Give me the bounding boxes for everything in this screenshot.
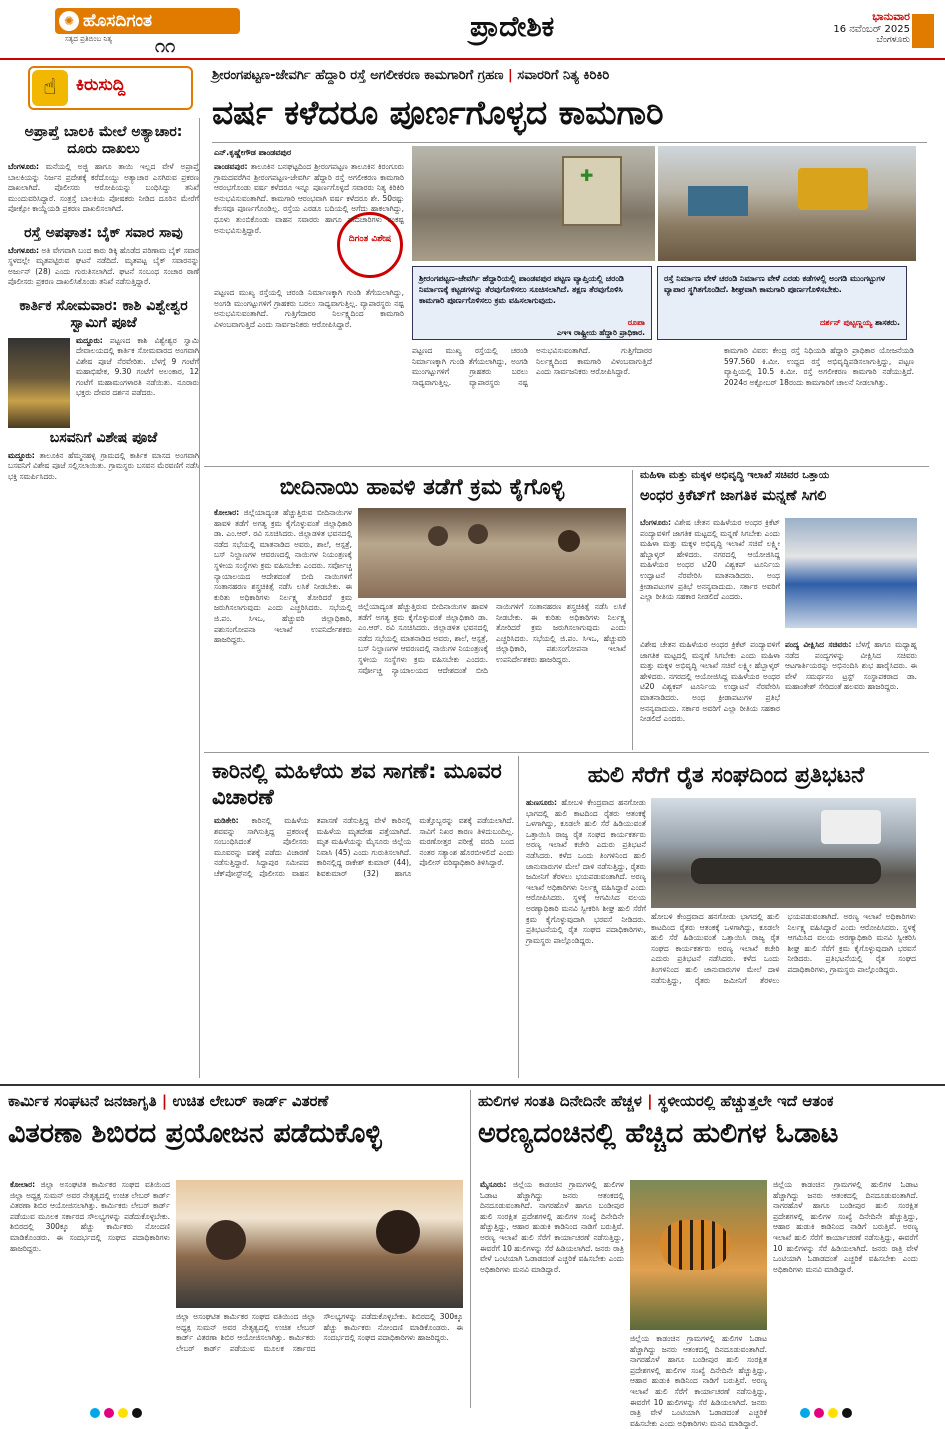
tiger-protest-body: ಹೋಬಳಿ ಕೇಂದ್ರವಾದ ಹನಗೋಡು ಭಾಗದಲ್ಲಿ ಹುಲಿ ಕಾಟದಿಂದ ರೈತರು ಆತಂಕಕ್ಕೆ ಒಳಗಾಗಿದ್ದು, ಕೂಡಲೇ ಹುಲಿ ಸೆರೆ ಹಿಡಿಯುವಂತೆ ಒತ್ತಾಯಿಸಿ ರಾಜ್ಯ ರೈತ ಸಂಘದ ಕಾರ್ಯಕರ್ತರು ಅರಣ್ಯ ಇಲಾಖೆ ಕಚೇರಿ ಎದುರು ಪ್ರತಿಭಟನೆ ನಡೆಸಿದರು. ಕಳೆದ ಒಂದು ತಿಂಗಳಿನಿಂದ ಹುಲಿ ಜಾನುವಾರುಗಳ ಮೇಲೆ ದಾಳಿ ನಡೆಸುತ್ತಿದ್ದು, ರೈತರು ಜಮೀನಿಗೆ ತೆರಳಲು ಭಯಪಡುವಂತಾಗಿದೆ. ಅರಣ್ಯ ಇಲಾಖೆ ಅಧಿಕಾರಿಗಳು ನಿರ್ಲಕ್ಷ್ಯ ವಹಿಸಿದ್ದಾರೆ ಎಂದು ಆರೋಪಿಸಿದರು. ಸ್ಥಳಕ್ಕೆ ಆಗಮಿಸಿದ ವಲಯ ಅರಣ್ಯಾಧಿಕಾರಿ ಮನವಿ ಸ್ವೀಕರಿಸಿ ಶೀಘ್ರ ಹುಲಿ ಸೆರೆಗೆ ಕ್ರಮ ಕೈಗೊಳ್ಳುವುದಾಗಿ ಭರವಸೆ ನೀಡಿದರು. ಪ್ರತಿಭಟನೆಯಲ್ಲಿ ರೈತ ಸಂಘದ ಪದಾಧಿಕಾರಿಗಳು, ಗ್ರಾಮಸ್ಥರು ಪಾಲ್ಗೊಂಡಿದ್ದರು. [526,798,646,945]
tiger-protest-dateline: ಹುಣಸೂರು: [526,798,558,807]
cricket-body-col1 [640,518,780,636]
magenta-mark [104,1408,114,1418]
magenta-mark [814,1408,824,1418]
temple-photo [8,338,70,428]
logo-text: ಹೊಸದಿಗಂತ [83,11,153,31]
lead-body-col3 [724,346,914,458]
issue-city: ಬೆಂಗಳೂರು [876,35,910,45]
protest-photo [651,798,916,908]
tigers-body-col2 [630,1334,767,1428]
labour-kicker-left: ಕಾರ್ಮಿಕ ಸಂಘಟನೆ ಜನಜಾಗೃತಿ [8,1092,157,1110]
page-number: ೧೧ [155,36,176,57]
stray-dog-body: ಜಿಲ್ಲೆಯಾದ್ಯಂತ ಹೆಚ್ಚುತ್ತಿರುವ ಬೀದಿನಾಯಿಗಳ ಹಾವಳಿ ತಡೆಗೆ ಅಗತ್ಯ ಕ್ರಮ ಕೈಗೊಳ್ಳುವಂತೆ ಜಿಲ್ಲಾಧಿಕಾರಿ ಡಾ. ಎಂ.ಆರ್. ರವಿ ಸೂಚಿಸಿದರು. ಜಿಲ್ಲಾಡಳಿತ ಭವನದಲ್ಲಿ ನಡೆದ ಸಭೆಯಲ್ಲಿ ಮಾತನಾಡಿದ ಅವರು, ಶಾಲೆ, ಆಸ್ಪತ್ರೆ, ಬಸ್ ನಿಲ್ದಾಣಗಳ ಆವರಣದಲ್ಲಿ ನಾಯಿಗಳ ನಿಯಂತ್ರಣಕ್ಕೆ ಸ್ಥಳೀಯ ಸಂಸ್ಥೆಗಳು ಕ್ರಮ ವಹಿಸಬೇಕು ಎಂದರು. ಸರ್ವೋಚ್ಚ ನ್ಯಾಯಾಲಯದ ಆದೇಶದಂತೆ ಬೀದಿ ನಾಯಿಗಳಿಗೆ ಸಂತಾನಹರಣ ಶಸ್ತ್ರಚಿಕಿತ್ಸೆ ನಡೆಸಿ ಲಸಿಕೆ ನೀಡಬೇಕು. ಈ ಕುರಿತು ಅಧಿಕಾರಿಗಳು ನಿರ್ಲಕ್ಷ್ಯ ತೋರಿದರೆ ಕ್ರಮ ಜರುಗಿಸಲಾಗುವುದು ಎಂದು ಎಚ್ಚರಿಸಿದರು. ಸಭೆಯಲ್ಲಿ ಜಿ.ಪಂ. ಸಿಇಒ, ಹೆಚ್ಚುವರಿ ಜಿಲ್ಲಾಧಿಕಾರಿ, ಪಶುಸಂಗೋಪನಾ ಇಲಾಖೆ ಉಪನಿರ್ದೇಶಕರು ಹಾಜರಿದ್ದರು. [214,508,352,645]
dateline-block [810,10,910,45]
divider [0,1084,945,1086]
brief-headline: ರಸ್ತೆ ಅಪಘಾತ: ಬೈಕ್ ಸವಾರ ಸಾವು [24,224,183,241]
divider [212,142,927,143]
labour-kicker: ಕಾರ್ಮಿಕ ಸಂಘಟನೆ ಜನಜಾಗೃತಿ | ಉಚಿತ ಲೇಬರ್ ಕಾರ್ಡ್ ವಿತರಣೆ [8,1092,329,1110]
brief-body: ಮನೆಯಲ್ಲಿ ಅಜ್ಜಿ ಹಾಗೂ ತಾಯಿ ಇಲ್ಲದ ವೇಳೆ ಅಪ್ರಾಪ್ತೆ ಬಾಲಕಿಯನ್ನು ನಿರ್ಜನ ಪ್ರದೇಶಕ್ಕೆ ಕರೆದೊಯ್ದು ಅತ್ಯಾಚಾರ ಎಸಗಿರುವ ಪ್ರಕರಣ ದಾಖಲಾಗಿದೆ. ಪೊಲೀಸರು ಆರೋಪಿಯನ್ನು ಬಂಧಿಸಿದ್ದು ತನಿಖೆ ಮುಂದುವರಿಸಿದ್ದಾರೆ. ಸಂತ್ರಸ್ತೆ ಬಾಲಕಿಯ ಪೋಷಕರು ನೀಡಿದ ದೂರಿನ ಮೇರೆಗೆ ಪೋಕ್ಸೋ ಕಾಯ್ದೆಯಡಿ ಪ್ರಕರಣ ದಾಖಲಿಸಲಾಗಿದೆ. [8,162,199,213]
lead-byline: ಎನ್.ಕೃಷ್ಣೇಗೌಡ ಪಾಂಡವಪುರ [214,148,292,157]
cricket-kicker: ಮಹಿಳಾ ಮತ್ತು ಮಕ್ಕಳ ಅಭಿವೃದ್ಧಿ ಇಲಾಖೆ ಸಚಿವರ ಒತ್ತಾಯ [640,470,830,481]
cricket-dateline: ಬೆಂಗಳೂರು: [640,518,672,527]
tigers-kicker-right: ಸ್ಥಳೀಯರಲ್ಲಿ ಹೆಚ್ಚುತ್ತಲೇ ಇದೆ ಆತಂಕ [657,1092,834,1110]
stray-dog-body-col1 [214,508,352,748]
stray-dog-headline: ಬೀದಿನಾಯಿ ಹಾವಳಿ ತಡೆಗೆ ಕ್ರಮ ಕೈಗೊಳ್ಳಿ [279,475,565,500]
quote-text: ಶ್ರೀರಂಗಪಟ್ಟಣ-ಜೇವರ್ಗಿ ಹೆದ್ದಾರಿಯಲ್ಲಿ ಪಾಂಡವಪುರ ಪಟ್ಟಣ ವ್ಯಾಪ್ತಿಯಲ್ಲಿ ಚರಂಡಿ ನಿರ್ಮಾಣಕ್ಕೆ ಕಟ್ಟಡಗಳನ್ನು ತೆರವುಗೊಳಿಸಲು ಸೂಚಿಸಲಾಗಿದೆ. ತಕ್ಷಣ ತೆರವುಗೊಳಿಸಿ ಕಾಮಗಾರಿ ಪೂರ್ಣಗೊಳಿಸಲು ಕ್ರಮ ವಹಿಸಲಾಗುವುದು. [419,274,624,305]
badge-text: ದಿಗಂತ ವಿಶೇಷ [348,234,392,244]
stray-dog-body-cont: ಜಿಲ್ಲೆಯಾದ್ಯಂತ ಹೆಚ್ಚುತ್ತಿರುವ ಬೀದಿನಾಯಿಗಳ ಹಾವಳಿ ತಡೆಗೆ ಅಗತ್ಯ ಕ್ರಮ ಕೈಗೊಳ್ಳುವಂತೆ ಜಿಲ್ಲಾಧಿಕಾರಿ ಡಾ. ಎಂ.ಆರ್. ರವಿ ಸೂಚಿಸಿದರು. ಜಿಲ್ಲಾಡಳಿತ ಭವನದಲ್ಲಿ ನಡೆದ ಸಭೆಯಲ್ಲಿ ಮಾತನಾಡಿದ ಅವರು, ಶಾಲೆ, ಆಸ್ಪತ್ರೆ, ಬಸ್ ನಿಲ್ದಾಣಗಳ ಆವರಣದಲ್ಲಿ ನಾಯಿಗಳ ನಿಯಂತ್ರಣಕ್ಕೆ ಸ್ಥಳೀಯ ಸಂಸ್ಥೆಗಳು ಕ್ರಮ ವಹಿಸಬೇಕು ಎಂದರು. ಸರ್ವೋಚ್ಚ ನ್ಯಾಯಾಲಯದ ಆದೇಶದಂತೆ ಬೀದಿ ನಾಯಿಗಳಿಗೆ ಸಂತಾನಹರಣ ಶಸ್ತ್ರಚಿಕಿತ್ಸೆ ನಡೆಸಿ ಲಸಿಕೆ ನೀಡಬೇಕು. ಈ ಕುರಿತು ಅಧಿಕಾರಿಗಳು ನಿರ್ಲಕ್ಷ್ಯ ತೋರಿದರೆ ಕ್ರಮ ಜರುಗಿಸಲಾಗುವುದು ಎಂದು ಎಚ್ಚರಿಸಿದರು. ಸಭೆಯಲ್ಲಿ ಜಿ.ಪಂ. ಸಿಇಒ, ಹೆಚ್ಚುವರಿ ಜಿಲ್ಲಾಧಿಕಾರಿ, ಪಶುಸಂಗೋಪನಾ ಇಲಾಖೆ ಉಪನಿರ್ದೇಶಕರು ಹಾಜರಿದ್ದರು. [358,602,626,675]
cricket-body: ವಿಶೇಷ ಚೇತನ ಮಹಿಳೆಯರ ಅಂಧರ ಕ್ರಿಕೆಟ್ ಪಂದ್ಯಾವಳಿಗೆ ಜಾಗತಿಕ ಮಟ್ಟದಲ್ಲಿ ಮನ್ನಣೆ ಸಿಗಬೇಕು ಎಂದು ಮಹಿಳಾ ಮತ್ತು ಮಕ್ಕಳ ಅಭಿವೃದ್ಧಿ ಇಲಾಖೆ ಸಚಿವೆ ಲಕ್ಷ್ಮೀ ಹೆಬ್ಬಾಳ್ಕರ್ ಹೇಳಿದರು. ನಗರದಲ್ಲಿ ಆಯೋಜಿಸಿದ್ದ ಮಹಿಳೆಯರ ಅಂಧರ ಟಿ20 ವಿಶ್ವಕಪ್ ಟೂರ್ನಿಯ ಉದ್ಘಾಟನೆ ನೆರವೇರಿಸಿ ಮಾತನಾಡಿದರು. ಅಂಧ ಕ್ರೀಡಾಪಟುಗಳ ಪ್ರತಿಭೆ ಅನನ್ಯವಾದುದು. ಸರ್ಕಾರ ಅವರಿಗೆ ಎಲ್ಲಾ ರೀತಿಯ ಸಹಕಾರ ನೀಡಲಿದೆ ಎಂದರು. [640,518,780,602]
cricket-headline: ಅಂಧರ ಕ್ರಿಕೆಟ್‌ಗೆ ಜಾಗತಿಕ ಮನ್ನಣೆ ಸಿಗಲಿ [640,488,827,504]
divider [518,756,519,1078]
road-work-photo: ✚ [412,146,655,261]
logo-tagline: ಸತ್ಯದ ಪ್ರತಿಬಿಂಬ ನಿತ್ಯ [65,35,112,43]
labour-headline: ವಿತರಣಾ ಶಿಬಿರದ ಪ್ರಯೋಜನ ಪಡೆದುಕೊಳ್ಳಿ [8,1118,382,1149]
labour-body: ಜಿಲ್ಲಾ ಅಸಂಘಟಿತ ಕಾರ್ಮಿಕರ ಸಂಘದ ವತಿಯಿಂದ ಜಿಲ್ಲಾ ಅಧ್ಯಕ್ಷ ಸುಮನ್ ಅವರ ನೇತೃತ್ವದಲ್ಲಿ ಉಚಿತ ಲೇಬರ್ ಕಾರ್ಡ್ ವಿತರಣಾ ಶಿಬಿರ ಆಯೋಜಿಸಲಾಗಿತ್ತು. ಕಾರ್ಮಿಕರು ಲೇಬರ್ ಕಾರ್ಡ್ ಪಡೆಯುವ ಮೂಲಕ ಸರ್ಕಾರದ ಸೌಲಭ್ಯಗಳನ್ನು ಪಡೆದುಕೊಳ್ಳಬೇಕು. ಶಿಬಿರದಲ್ಲಿ 300ಕ್ಕೂ ಹೆಚ್ಚು ಕಾರ್ಮಿಕರು ನೋಂದಣಿ ಮಾಡಿಕೊಂಡರು. ಈ ಸಂದರ್ಭದಲ್ಲಿ ಸಂಘದ ಪದಾಧಿಕಾರಿಗಳು ಹಾಜರಿದ್ದರು. [10,1180,170,1253]
meeting-photo [358,508,626,598]
cricket-team-photo [785,518,917,628]
brief-body: ಅತಿ ವೇಗವಾಗಿ ಬಂದ ಕಾರು ಡಿಕ್ಕಿ ಹೊಡೆದ ಪರಿಣಾಮ ಬೈಕ್ ಸವಾರ ಸ್ಥಳದಲ್ಲೇ ಮೃತಪಟ್ಟಿರುವ ಘಟನೆ ನಡೆದಿದೆ. ಮೃತಪಟ್ಟ ಬೈಕ್ ಸವಾರನನ್ನು ಅರ್ಜುನ್ (28) ಎಂದು ಗುರುತಿಸಲಾಗಿದೆ. ಘಟನೆ ಸಂಬಂಧ ಸಂಚಾರ ಠಾಣೆ ಪೊಲೀಸರು ಪ್ರಕರಣ ದಾಖಲಿಸಿಕೊಂಡು ತನಿಖೆ ನಡೆಸುತ್ತಿದ್ದಾರೆ. [8,245,199,286]
yellow-mark [828,1408,838,1418]
lead-kicker-left: ಶ್ರೀರಂಗಪಟ್ಟಣ-ಜೇವರ್ಗಿ ಹೆದ್ದಾರಿ ರಸ್ತೆ ಅಗಲೀಕರಣ ಕಾಮಗಾರಿಗೆ ಗ್ರಹಣ [212,68,504,83]
divider [470,1090,471,1408]
lead-body-2-cont: ಪಟ್ಟಣದ ಮುಖ್ಯ ರಸ್ತೆಯಲ್ಲಿ ಚರಂಡಿ ನಿರ್ಮಾಣಕ್ಕಾಗಿ ಗುಂಡಿ ತೆಗೆಯಲಾಗಿದ್ದು, ಅಂಗಡಿ ಮುಂಗಟ್ಟುಗಳಿಗೆ ಗ್ರಾಹಕರು ಬರಲು ಸಾಧ್ಯವಾಗುತ್ತಿಲ್ಲ. ವ್ಯಾಪಾರಸ್ಥರು ನಷ್ಟ ಅನುಭವಿಸುವಂತಾಗಿದೆ. ಗುತ್ತಿಗೆದಾರರ ನಿರ್ಲಕ್ಷ್ಯದಿಂದ ಕಾಮಗಾರಿ ವಿಳಂಬವಾಗುತ್ತಿದೆ ಎಂದು ಸಾರ್ವಜನಿಕರು ಆರೋಪಿಸಿದ್ದಾರೆ. [412,346,652,387]
tigers-headline: ಅರಣ್ಯದಂಚಿನಲ್ಲಿ ಹೆಚ್ಚಿದ ಹುಲಿಗಳ ಓಡಾಟ [478,1118,839,1149]
edge-marker [912,14,934,48]
lead-kicker-right: ಸವಾರರಿಗೆ ನಿತ್ಯ ಕಿರಿಕಿರಿ [517,68,610,83]
quote-author: ದರ್ಶನ್ ಪುಟ್ಟಣ್ಣಯ್ಯ [820,318,873,327]
newspaper-logo [55,8,240,57]
woman-body-headline: ಕಾರಿನಲ್ಲಿ ಮಹಿಳೆಯ ಶವ ಸಾಗಣೆ: ಮೂವರ ವಿಚಾರಣೆ [212,759,502,809]
labour-kicker-right: ಉಚಿತ ಲೇಬರ್ ಕಾರ್ಡ್ ವಿತರಣೆ [172,1092,329,1110]
brief-dateline: ಮದ್ದೂರು: [76,335,103,345]
brief-headline: ಕಾರ್ತಿಕ ಸೋಮವಾರ: ಕಾಶಿ ವಿಶ್ವೇಶ್ವರ ಸ್ವಾಮಿಗೆ ಪೂಜೆ [19,297,188,331]
woman-body-text [214,816,514,1078]
cricket-caption-title: ಪಂದ್ಯ ವೀಕ್ಷಿಸಿದ ಸಚಿವರು: [785,640,852,649]
gutter [657,346,719,458]
tigers-body-col3 [773,1180,918,1408]
tiger-protest-body-col2 [651,912,916,1078]
lamp-icon: ✺ [59,11,79,31]
quote-box-right [657,266,907,340]
labour-dateline: ಕೋಲಾರ: [10,1180,36,1189]
tigers-body-col1 [480,1180,624,1408]
tiger-protest-body-col1 [526,798,646,1078]
cricket-body-cont: ವಿಶೇಷ ಚೇತನ ಮಹಿಳೆಯರ ಅಂಧರ ಕ್ರಿಕೆಟ್ ಪಂದ್ಯಾವಳಿಗೆ ಜಾಗತಿಕ ಮಟ್ಟದಲ್ಲಿ ಮನ್ನಣೆ ಸಿಗಬೇಕು ಎಂದು ಮಹಿಳಾ ಮತ್ತು ಮಕ್ಕಳ ಅಭಿವೃದ್ಧಿ ಇಲಾಖೆ ಸಚಿವೆ ಲಕ್ಷ್ಮೀ ಹೆಬ್ಬಾಳ್ಕರ್ ಹೇಳಿದರು. ನಗರದಲ್ಲಿ ಆಯೋಜಿಸಿದ್ದ ಮಹಿಳೆಯರ ಅಂಧರ ಟಿ20 ವಿಶ್ವಕಪ್ ಟೂರ್ನಿಯ ಉದ್ಘಾಟನೆ ನೆರವೇರಿಸಿ ಮಾತನಾಡಿದರು. ಅಂಧ ಕ್ರೀಡಾಪಟುಗಳ ಪ್ರತಿಭೆ ಅನನ್ಯವಾದುದು. ಸರ್ಕಾರ ಅವರಿಗೆ ಎಲ್ಲಾ ರೀತಿಯ ಸಹಕಾರ ನೀಡಲಿದೆ ಎಂದರು. [640,640,780,724]
cricket-body-col2 [640,640,780,748]
divider [204,466,929,467]
lead-body-col1b [214,288,404,458]
tiger-protest-body-cont: ಹೋಬಳಿ ಕೇಂದ್ರವಾದ ಹನಗೋಡು ಭಾಗದಲ್ಲಿ ಹುಲಿ ಕಾಟದಿಂದ ರೈತರು ಆತಂಕಕ್ಕೆ ಒಳಗಾಗಿದ್ದು, ಕೂಡಲೇ ಹುಲಿ ಸೆರೆ ಹಿಡಿಯುವಂತೆ ಒತ್ತಾಯಿಸಿ ರಾಜ್ಯ ರೈತ ಸಂಘದ ಕಾರ್ಯಕರ್ತರು ಅರಣ್ಯ ಇಲಾಖೆ ಕಚೇರಿ ಎದುರು ಪ್ರತಿಭಟನೆ ನಡೆಸಿದರು. ಕಳೆದ ಒಂದು ತಿಂಗಳಿನಿಂದ ಹುಲಿ ಜಾನುವಾರುಗಳ ಮೇಲೆ ದಾಳಿ ನಡೆಸುತ್ತಿದ್ದು, ರೈತರು ಜಮೀನಿಗೆ ತೆರಳಲು ಭಯಪಡುವಂತಾಗಿದೆ. ಅರಣ್ಯ ಇಲಾಖೆ ಅಧಿಕಾರಿಗಳು ನಿರ್ಲಕ್ಷ್ಯ ವಹಿಸಿದ್ದಾರೆ ಎಂದು ಆರೋಪಿಸಿದರು. ಸ್ಥಳಕ್ಕೆ ಆಗಮಿಸಿದ ವಲಯ ಅರಣ್ಯಾಧಿಕಾರಿ ಮನವಿ ಸ್ವೀಕರಿಸಿ ಶೀಘ್ರ ಹುಲಿ ಸೆರೆಗೆ ಕ್ರಮ ಕೈಗೊಳ್ಳುವುದಾಗಿ ಭರವಸೆ ನೀಡಿದರು. ಪ್ರತಿಭಟನೆಯಲ್ಲಿ ರೈತ ಸಂಘದ ಪದಾಧಿಕಾರಿಗಳು, ಗ್ರಾಮಸ್ಥರು ಪಾಲ್ಗೊಂಡಿದ್ದರು. [651,912,916,985]
labour-body-col2 [176,1312,463,1408]
tigers-body: ಜಿಲ್ಲೆಯ ಕಾಡಂಚಿನ ಗ್ರಾಮಗಳಲ್ಲಿ ಹುಲಿಗಳ ಓಡಾಟ ಹೆಚ್ಚಾಗಿದ್ದು ಜನರು ಆತಂಕದಲ್ಲಿ ದಿನದೂಡುವಂತಾಗಿದೆ. ನಾಗರಹೊಳೆ ಹಾಗೂ ಬಂಡೀಪುರ ಹುಲಿ ಸಂರಕ್ಷಿತ ಪ್ರದೇಶಗಳಲ್ಲಿ ಹುಲಿಗಳ ಸಂಖ್ಯೆ ದಿನೇದಿನೇ ಹೆಚ್ಚುತ್ತಿದ್ದು, ಆಹಾರ ಹುಡುಕಿ ಕಾಡಿನಿಂದ ನಾಡಿಗೆ ಬರುತ್ತಿವೆ. ಅರಣ್ಯ ಇಲಾಖೆ ಹುಲಿ ಸೆರೆಗೆ ಕಾರ್ಯಾಚರಣೆ ನಡೆಸುತ್ತಿದ್ದು, ಈವರೆಗೆ 10 ಹುಲಿಗಳನ್ನು ಸೆರೆ ಹಿಡಿಯಲಾಗಿದೆ. ಜನರು ರಾತ್ರಿ ವೇಳೆ ಒಂಟಿಯಾಗಿ ಓಡಾಡದಂತೆ ಎಚ್ಚರಿಕೆ ವಹಿಸಬೇಕು ಎಂದು ಅಧಿಕಾರಿಗಳು ಮನವಿ ಮಾಡಿದ್ದಾರೆ. [480,1180,624,1274]
lead-body-col2 [412,346,652,458]
quote-text: ರಸ್ತೆ ನಿರ್ಮಾಣ ವೇಳೆ ಚರಂಡಿ ನಿರ್ಮಾಣ ವೇಳೆ ಎರಡು ಕಡೆಗಳಲ್ಲಿ ಅಂಗಡಿ ಮುಂಗಟ್ಟುಗಳ ವ್ಯಾಪಾರ ಸ್ಥಗಿತಗೊಂಡಿದೆ. ಶೀಘ್ರವಾಗಿ ಕಾಮಗಾರಿ ಪೂರ್ಣಗೊಳಿಸಬೇಕು. [664,274,886,294]
yellow-mark [118,1408,128,1418]
tiger-photo [630,1180,767,1330]
kirusuddi-badge [28,66,193,110]
quote-author: ರೂಪಾ [627,318,645,327]
issue-date: 16 ನವೆಂಬರ್ 2025 [833,24,910,35]
labour-body-col1 [10,1180,170,1408]
stray-dog-dateline: ಕೋಲಾರ: [214,508,240,517]
lead-headline: ವರ್ಷ ಕಳೆದರೂ ಪೂರ್ಣಗೊಳ್ಳದ ಕಾಮಗಾರಿ [212,93,664,132]
lead-kicker: ಶ್ರೀರಂಗಪಟ್ಟಣ-ಜೇವರ್ಗಿ ಹೆದ್ದಾರಿ ರಸ್ತೆ ಅಗಲೀಕರಣ ಕಾಮಗಾರಿಗೆ ಗ್ರಹಣ | ಸವಾರರಿಗೆ ನಿತ್ಯ ಕಿರಿಕಿರಿ [212,68,610,83]
cricket-caption [785,640,917,748]
kirusuddi-label: ಕಿರುಸುದ್ದಿ [76,75,126,95]
lead-dateline: ಪಾಂಡವಪುರ: [214,162,248,171]
cyan-mark [800,1408,810,1418]
brief-column [8,118,200,1078]
quote-role: ಶಾಸಕರು. [875,318,900,327]
brief-dateline: ಬೆಂಗಳೂರು: [8,162,40,171]
lead-body-2: ಪಟ್ಟಣದ ಮುಖ್ಯ ರಸ್ತೆಯಲ್ಲಿ ಚರಂಡಿ ನಿರ್ಮಾಣಕ್ಕಾಗಿ ಗುಂಡಿ ತೆಗೆಯಲಾಗಿದ್ದು, ಅಂಗಡಿ ಮುಂಗಟ್ಟುಗಳಿಗೆ ಗ್ರಾಹಕರು ಬರಲು ಸಾಧ್ಯವಾಗುತ್ತಿಲ್ಲ. ವ್ಯಾಪಾರಸ್ಥರು ನಷ್ಟ ಅನುಭವಿಸುವಂತಾಗಿದೆ. ಗುತ್ತಿಗೆದಾರರ ನಿರ್ಲಕ್ಷ್ಯದಿಂದ ಕಾಮಗಾರಿ ವಿಳಂಬವಾಗುತ್ತಿದೆ ಎಂದು ಸಾರ್ವಜನಿಕರು ಆರೋಪಿಸಿದ್ದಾರೆ. [214,288,404,329]
brief-body: ಪಟ್ಟಣದ ಕಾಶಿ ವಿಶ್ವೇಶ್ವರ ಸ್ವಾಮಿ ದೇವಾಲಯದಲ್ಲಿ ಕಾರ್ತಿಕ ಸೋಮವಾರದ ಅಂಗವಾಗಿ ವಿಶೇಷ ಪೂಜೆ ನೆರವೇರಿತು. ಬೆಳಗ್ಗೆ 9 ಗಂಟೆಗೆ ಮಹಾಭಿಷೇಕ, 9.30 ಗಂಟೆಗೆ ಅಲಂಕಾರ, 12 ಗಂಟೆಗೆ ಮಹಾಮಂಗಳಾರತಿ ನಡೆಯಿತು. ನೂರಾರು ಭಕ್ತರು ದೇವರ ದರ್ಶನ ಪಡೆದರು. [76,335,199,397]
cricket-caption-body: ಬೆಳಗ್ಗೆ ಹಾಗೂ ಮಧ್ಯಾಹ್ನ ನಡೆದ ಪಂದ್ಯಗಳನ್ನು ವೀಕ್ಷಿಸಿದ ಸಚಿವರು ಆಟಗಾರ್ತಿಯರನ್ನು ಅಭಿನಂದಿಸಿ ಶುಭ ಹಾರೈಸಿದರು. ಈ ವೇಳೆ ಸಮರ್ಥನಂ ಟ್ರಸ್ಟ್ ಸಂಸ್ಥಾಪಕರಾದ ಡಾ. ಮಹಾಂತೇಶ್ ಸೇರಿದಂತೆ ಹಲವರು ಹಾಜರಿದ್ದರು. [785,640,918,692]
excavator-photo [658,146,916,261]
brief-dateline: ಬೆಂಗಳೂರು: [8,245,40,255]
brief-headline: ಬಸವನಿಗೆ ವಿಶೇಷ ಪೂಜೆ [49,429,158,446]
stray-dog-body-col2 [358,602,626,748]
pointing-hand-icon: ☝ [32,70,68,106]
brief-item [8,124,199,215]
issue-day: ಭಾನುವಾರ [872,10,910,23]
brief-item [8,298,199,399]
tiger-protest-headline: ಹುಲಿ ಸೆರೆಗೆ ರೈತ ಸಂಘದಿಂದ ಪ್ರತಿಭಟನೆ [587,763,865,788]
brief-item [8,430,199,483]
tigers-body-cont2: ಜಿಲ್ಲೆಯ ಕಾಡಂಚಿನ ಗ್ರಾಮಗಳಲ್ಲಿ ಹುಲಿಗಳ ಓಡಾಟ ಹೆಚ್ಚಾಗಿದ್ದು ಜನರು ಆತಂಕದಲ್ಲಿ ದಿನದೂಡುವಂತಾಗಿದೆ. ನಾಗರಹೊಳೆ ಹಾಗೂ ಬಂಡೀಪುರ ಹುಲಿ ಸಂರಕ್ಷಿತ ಪ್ರದೇಶಗಳಲ್ಲಿ ಹುಲಿಗಳ ಸಂಖ್ಯೆ ದಿನೇದಿನೇ ಹೆಚ್ಚುತ್ತಿದ್ದು, ಆಹಾರ ಹುಡುಕಿ ಕಾಡಿನಿಂದ ನಾಡಿಗೆ ಬರುತ್ತಿವೆ. ಅರಣ್ಯ ಇಲಾಖೆ ಹುಲಿ ಸೆರೆಗೆ ಕಾರ್ಯಾಚರಣೆ ನಡೆಸುತ್ತಿದ್ದು, ಈವರೆಗೆ 10 ಹುಲಿಗಳನ್ನು ಸೆರೆ ಹಿಡಿಯಲಾಗಿದೆ. ಜನರು ರಾತ್ರಿ ವೇಳೆ ಒಂಟಿಯಾಗಿ ಓಡಾಡದಂತೆ ಎಚ್ಚರಿಕೆ ವಹಿಸಬೇಕು ಎಂದು ಅಧಿಕಾರಿಗಳು ಮನವಿ ಮಾಡಿದ್ದಾರೆ. [630,1334,767,1428]
woman-body-dateline: ಮಡಿಕೇರಿ: [214,816,239,825]
quote-role: ಎಇಇ ರಾಷ್ಟ್ರೀಯ ಹೆದ್ದಾರಿ ಪ್ರಾಧಿಕಾರ. [556,328,645,337]
black-mark [132,1408,142,1418]
divider [632,470,633,750]
woman-body-body: ಕಾರಿನಲ್ಲಿ ಮಹಿಳೆಯ ಶವವನ್ನು ಸಾಗಿಸುತ್ತಿದ್ದ ಪ್ರಕರಣಕ್ಕೆ ಸಂಬಂಧಿಸಿದಂತೆ ಪೊಲೀಸರು ಮೂವರನ್ನು ವಶಕ್ಕೆ ಪಡೆದು ವಿಚಾರಣೆ ನಡೆಸುತ್ತಿದ್ದಾರೆ. ಸಿದ್ದಾಪುರ ಸಮೀಪದ ಚೆಕ್‌ಪೋಸ್ಟ್‌ನಲ್ಲಿ ಪೊಲೀಸರು ವಾಹನ ತಪಾಸಣೆ ನಡೆಸುತ್ತಿದ್ದ ವೇಳೆ ಕಾರಿನಲ್ಲಿ ಮಹಿಳೆಯ ಮೃತದೇಹ ಪತ್ತೆಯಾಗಿದೆ. ಮೃತ ಮಹಿಳೆಯನ್ನು ಮೈಸೂರು ಜಿಲ್ಲೆಯ ನಿವಾಸಿ (45) ಎಂದು ಗುರುತಿಸಲಾಗಿದೆ. ಕಾರಿನಲ್ಲಿದ್ದ ರಾಕೇಶ್ ಕುಮಾರ್ (44), ಶಿವಕುಮಾರ್ (32) ಹಾಗೂ ಮತ್ತೊಬ್ಬರನ್ನು ವಶಕ್ಕೆ ಪಡೆಯಲಾಗಿದೆ. ಸಾವಿಗೆ ನಿಖರ ಕಾರಣ ತಿಳಿದುಬಂದಿಲ್ಲ. ಮರಣೋತ್ತರ ಪರೀಕ್ಷೆ ವರದಿ ಬಂದ ನಂತರ ಸತ್ಯಾಂಶ ಹೊರಬೀಳಲಿದೆ ಎಂದು ಪೊಲೀಸ್ ವರಿಷ್ಠಾಧಿಕಾರಿ ತಿಳಿಸಿದ್ದಾರೆ. [214,816,514,878]
labour-camp-photo [176,1180,463,1308]
divider [204,752,929,753]
tigers-dateline: ಮೈಸೂರು: [480,1180,507,1189]
brief-dateline: ಮದ್ದೂರು: [8,450,35,460]
brief-headline: ಅಪ್ರಾಪ್ತೆ ಬಾಲಕಿ ಮೇಲೆ ಅತ್ಯಾಚಾರ: ದೂರು ದಾಖಲು [24,124,183,157]
brief-item [8,225,199,288]
black-mark [842,1408,852,1418]
tigers-body-cont: ಜಿಲ್ಲೆಯ ಕಾಡಂಚಿನ ಗ್ರಾಮಗಳಲ್ಲಿ ಹುಲಿಗಳ ಓಡಾಟ ಹೆಚ್ಚಾಗಿದ್ದು ಜನರು ಆತಂಕದಲ್ಲಿ ದಿನದೂಡುವಂತಾಗಿದೆ. ನಾಗರಹೊಳೆ ಹಾಗೂ ಬಂಡೀಪುರ ಹುಲಿ ಸಂರಕ್ಷಿತ ಪ್ರದೇಶಗಳಲ್ಲಿ ಹುಲಿಗಳ ಸಂಖ್ಯೆ ದಿನೇದಿನೇ ಹೆಚ್ಚುತ್ತಿದ್ದು, ಆಹಾರ ಹುಡುಕಿ ಕಾಡಿನಿಂದ ನಾಡಿಗೆ ಬರುತ್ತಿವೆ. ಅರಣ್ಯ ಇಲಾಖೆ ಹುಲಿ ಸೆರೆಗೆ ಕಾರ್ಯಾಚರಣೆ ನಡೆಸುತ್ತಿದ್ದು, ಈವರೆಗೆ 10 ಹುಲಿಗಳನ್ನು ಸೆರೆ ಹಿಡಿಯಲಾಗಿದೆ. ಜನರು ರಾತ್ರಿ ವೇಳೆ ಒಂಟಿಯಾಗಿ ಓಡಾಡದಂತೆ ಎಚ್ಚರಿಕೆ ವಹಿಸಬೇಕು ಎಂದು ಅಧಿಕಾರಿಗಳು ಮನವಿ ಮಾಡಿದ್ದಾರೆ. [773,1180,918,1274]
cyan-mark [90,1408,100,1418]
tigers-kicker-left: ಹುಲಿಗಳ ಸಂತತಿ ದಿನೇದಿನೇ ಹೆಚ್ಚಳ [478,1092,642,1110]
lead-body-3: ಕಾಮಗಾರಿ ವಿವರ: ಕೇಂದ್ರ ರಸ್ತೆ ನಿಧಿಯಡಿ ಹೆದ್ದಾರಿ ಪ್ರಾಧಿಕಾರ ಯೋಜನೆಯಡಿ 597.560 ಕಿ.ಮೀ. ಉದ್ದದ ರಸ್ತೆ ಅಭಿವೃದ್ಧಿಪಡಿಸಲಾಗುತ್ತಿದ್ದು, ಪಟ್ಟಣ ವ್ಯಾಪ್ತಿಯಲ್ಲಿ 10.5 ಕಿ.ಮೀ. ರಸ್ತೆ ಅಗಲೀಕರಣ ಕಾಮಗಾರಿ ನಡೆಯುತ್ತಿದೆ. 2024ರ ಅಕ್ಟೋಬರ್ 18ರಂದು ಕಾಮಗಾರಿಗೆ ಚಾಲನೆ ನೀಡಲಾಗಿತ್ತು. [724,346,914,387]
brief-body: ತಾಲೂಕಿನ ಹೆಮ್ಮನಹಳ್ಳಿ ಗ್ರಾಮದಲ್ಲಿ ಕಾರ್ತಿಕ ಮಾಸದ ಅಂಗವಾಗಿ ಬಸವನಿಗೆ ವಿಶೇಷ ಪೂಜೆ ಸಲ್ಲಿಸಲಾಯಿತು. ಗ್ರಾಮಸ್ಥರು ಬಸವನ ಮೆರವಣಿಗೆ ನಡೆಸಿ ಭಕ್ತಿ ಸಮರ್ಪಿಸಿದರು. [8,450,199,481]
lead-body: ತಾಲೂಕಿನ ಬನಘಟ್ಟದಿಂದ ಶ್ರೀರಂಗಪಟ್ಟಣ ತಾಲೂಕಿನ ಕಿರಂಗೂರು ಗ್ರಾಮದವರೆಗಿನ ಶ್ರೀರಂಗಪಟ್ಟಣ-ಜೇವರ್ಗಿ ಹೆದ್ದಾರಿ ರಸ್ತೆ ಅಗಲೀಕರಣ ಕಾಮಗಾರಿ ಆರಂಭಗೊಂಡು ವರ್ಷ ಕಳೆದರೂ ಇನ್ನೂ ಪೂರ್ಣಗೊಳ್ಳದೆ ಸವಾರರು ನಿತ್ಯ ಕಿರಿಕಿರಿ ಅನುಭವಿಸುವಂತಾಗಿದೆ. ಕಾಮಗಾರಿ ಆರಂಭವಾಗಿ ವರ್ಷ ಕಳೆದರೂ ಶೇ. 50ರಷ್ಟು ಕೆಲಸವೂ ಪೂರ್ಣಗೊಂಡಿಲ್ಲ. ರಸ್ತೆಯ ಎರಡೂ ಬದಿಯಲ್ಲಿ ಅಗೆದು ಹಾಕಲಾಗಿದ್ದು, ಧೂಳು ತುಂಬಿಕೊಂಡು ವಾಹನ ಸವಾರರು ಹಾಗೂ ಪಾದಚಾರಿಗಳು ಸಂಕಷ್ಟ ಅನುಭವಿಸುತ್ತಿದ್ದಾರೆ. [214,162,405,235]
labour-body-cont: ಜಿಲ್ಲಾ ಅಸಂಘಟಿತ ಕಾರ್ಮಿಕರ ಸಂಘದ ವತಿಯಿಂದ ಜಿಲ್ಲಾ ಅಧ್ಯಕ್ಷ ಸುಮನ್ ಅವರ ನೇತೃತ್ವದಲ್ಲಿ ಉಚಿತ ಲೇಬರ್ ಕಾರ್ಡ್ ವಿತರಣಾ ಶಿಬಿರ ಆಯೋಜಿಸಲಾಗಿತ್ತು. ಕಾರ್ಮಿಕರು ಲೇಬರ್ ಕಾರ್ಡ್ ಪಡೆಯುವ ಮೂಲಕ ಸರ್ಕಾರದ ಸೌಲಭ್ಯಗಳನ್ನು ಪಡೆದುಕೊಳ್ಳಬೇಕು. ಶಿಬಿರದಲ್ಲಿ 300ಕ್ಕೂ ಹೆಚ್ಚು ಕಾರ್ಮಿಕರು ನೋಂದಣಿ ಮಾಡಿಕೊಂಡರು. ಈ ಸಂದರ್ಭದಲ್ಲಿ ಸಂಘದ ಪದಾಧಿಕಾರಿಗಳು ಹಾಜರಿದ್ದರು. [176,1312,463,1353]
tigers-kicker: ಹುಲಿಗಳ ಸಂತತಿ ದಿನೇದಿನೇ ಹೆಚ್ಚಳ | ಸ್ಥಳೀಯರಲ್ಲಿ ಹೆಚ್ಚುತ್ತಲೇ ಇದೆ ಆತಂಕ [478,1092,834,1110]
section-title: ಪ್ರಾದೇಶಿಕ [470,10,555,43]
quote-box-left [412,266,652,340]
